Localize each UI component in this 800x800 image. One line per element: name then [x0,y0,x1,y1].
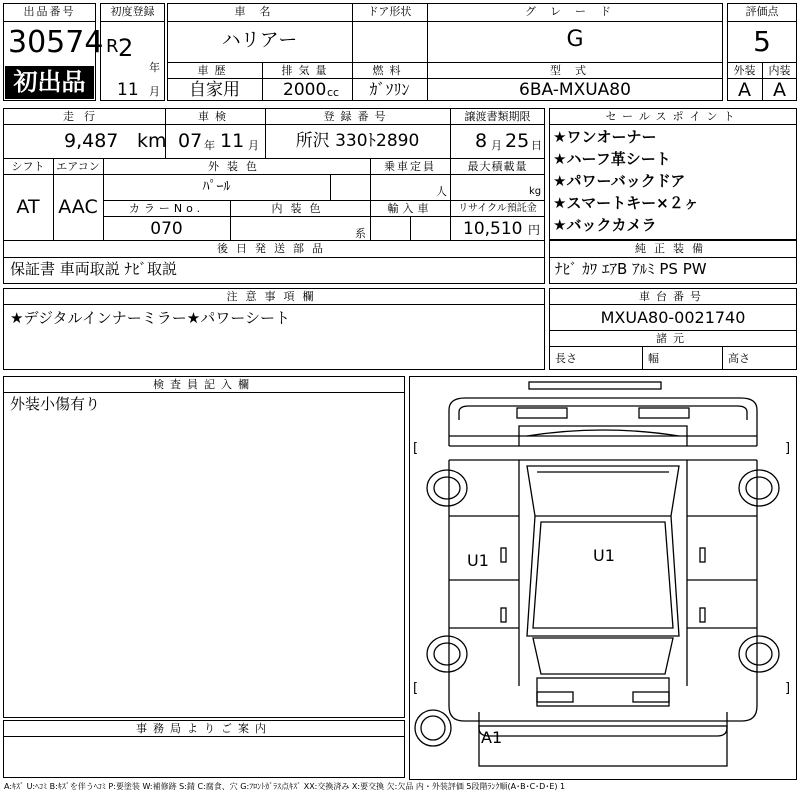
load-label: 最大積載量 [467,160,528,173]
sales-point-1: ★ワンオーナー [553,128,657,146]
capacity-label: 乗車定員 [384,160,436,173]
aircon: AAC [58,196,98,218]
exterior-color: ﾊﾟｰﾙ [202,179,231,195]
mileage-unit: km [137,130,167,152]
recycle-fee: 10,510 [463,219,523,239]
interior-color-label: 内装色 [271,202,329,215]
dims-label: 諸元 [656,332,690,345]
first-registration-label: 初度登録 [110,5,155,18]
exterior-color-label: 外装色 [208,160,265,173]
color-no: 070 [150,219,183,239]
sales-point-2: ★ハーフ革シート [553,150,671,168]
damage-mark-roof: U1 [593,546,615,565]
bracket-left-bottom: [ [413,681,419,696]
displacement: 2000 [283,80,327,100]
car-name: ハリアー [221,29,298,51]
import-label: 輸入車 [387,202,433,215]
reg-year-unit: 年 [149,61,160,74]
fuel-label: 燃料 [372,64,407,77]
displacement-unit: cc [327,86,340,99]
bracket-left-top: [ [413,441,419,456]
inspection-year: 07 [178,130,203,152]
height-label: 高さ [728,352,750,365]
equipment-label: 純正装備 [635,242,711,255]
inspection-month: 11 [220,130,245,152]
interior-label: 内装 [768,64,791,77]
lot-number-label: 出品番号 [23,5,76,18]
sales-points-label: セールスポイント [605,110,741,123]
mileage-label: 走行 [63,110,105,123]
color-no-label: カラーNo. [128,202,205,215]
office-label: 事務局よりご案内 [136,722,272,735]
interior-grade: A [773,79,786,101]
door-label: ドア形状 [367,5,412,18]
chassis-label: 車台番号 [639,290,707,303]
model: 6BA-MXUA80 [519,80,631,100]
fuel: ｶﾞｿﾘﾝ [369,80,410,99]
capacity-unit: 人 [436,185,447,198]
first-listing-badge: 初出品 [5,66,94,99]
era: R [106,36,119,57]
model-label: 型式 [550,64,600,77]
inspector-label: 検査員記入欄 [153,378,255,391]
width-label: 幅 [648,352,659,365]
sales-point-4: ★スマートキー×２ヶ [553,194,699,212]
later-parts: 保証書 車両取説 ﾅﾋﾞ取説 [10,260,178,278]
inspection-month-unit: 月 [248,139,259,152]
notes-value: ★デジタルインナーミラー★パワーシート [10,309,290,327]
damage-mark-left: U1 [467,551,489,570]
reg-year: 2 [118,34,134,62]
score-label: 評価点 [745,5,779,18]
transfer-month: 8 [475,130,488,152]
interior-color-unit: 系 [355,227,366,240]
car-name-label: 車名 [234,5,285,18]
transfer-day-unit: 日 [531,139,542,152]
recycle-unit: 円 [528,223,541,237]
inspector-box [3,376,405,718]
later-parts-label: 後日発送部品 [217,242,331,255]
registration-number: 所沢 330ﾄ2890 [295,131,420,151]
inspection-year-unit: 年 [204,139,215,152]
transfer-month-unit: 月 [491,139,502,152]
damage-mark-rear: A1 [481,728,503,747]
registration-label: 登録番号 [323,110,392,123]
load-unit: kg [529,186,542,197]
exterior-label: 外装 [733,64,756,77]
bracket-right-bottom: ] [785,681,791,696]
reg-month: 11 [117,80,139,100]
lot-number: 30574 [8,25,104,60]
notes-label: 注意事項欄 [226,290,322,303]
sales-point-3: ★パワーバックドア [553,172,686,190]
aircon-label: エアコン [56,160,100,173]
grade: G [566,27,584,52]
grade-label: グレード [525,5,625,18]
car-damage-diagram [409,376,797,780]
sales-point-5: ★バックカメラ [553,216,657,234]
chassis-number: MXUA80-0021740 [600,308,746,327]
reg-month-unit: 月 [149,85,160,98]
bracket-right-top: ] [785,441,791,456]
damage-legend: A:ｷｽﾞ U:ﾍｺﾐ B:ｷｽﾞを伴うﾍｺﾐ P:要塗装 W:補修跡 S:錆 C:腐食、穴 G:ﾌﾛﾝﾄｶﾞﾗｽ点ｷｽﾞ XX:交換済み X:要交換 欠:欠品 内・外装評価 5段階ﾗﾝｸ順(A･B･C･D･E) 1 [4,782,566,791]
history-label: 車歴 [197,64,232,77]
history: 自家用 [189,80,240,100]
shift-label: シフト [11,160,45,173]
score: 5 [753,25,771,58]
exterior-grade: A [738,79,751,101]
transfer-label: 譲渡書類期限 [464,110,531,123]
recycle-label: リサイクル預託金 [458,203,537,214]
inspector-value: 外装小傷有り [10,395,101,413]
mileage: 9,487 [64,130,119,152]
equipment-value: ﾅﾋﾞ ｶﾜ ｴｱB ｱﾙﾐ PS PW [555,260,707,278]
shift: AT [16,196,40,218]
length-label: 長さ [555,352,577,365]
displacement-label: 排気量 [281,64,333,77]
transfer-day: 25 [505,130,530,152]
inspection-label: 車検 [198,110,232,123]
